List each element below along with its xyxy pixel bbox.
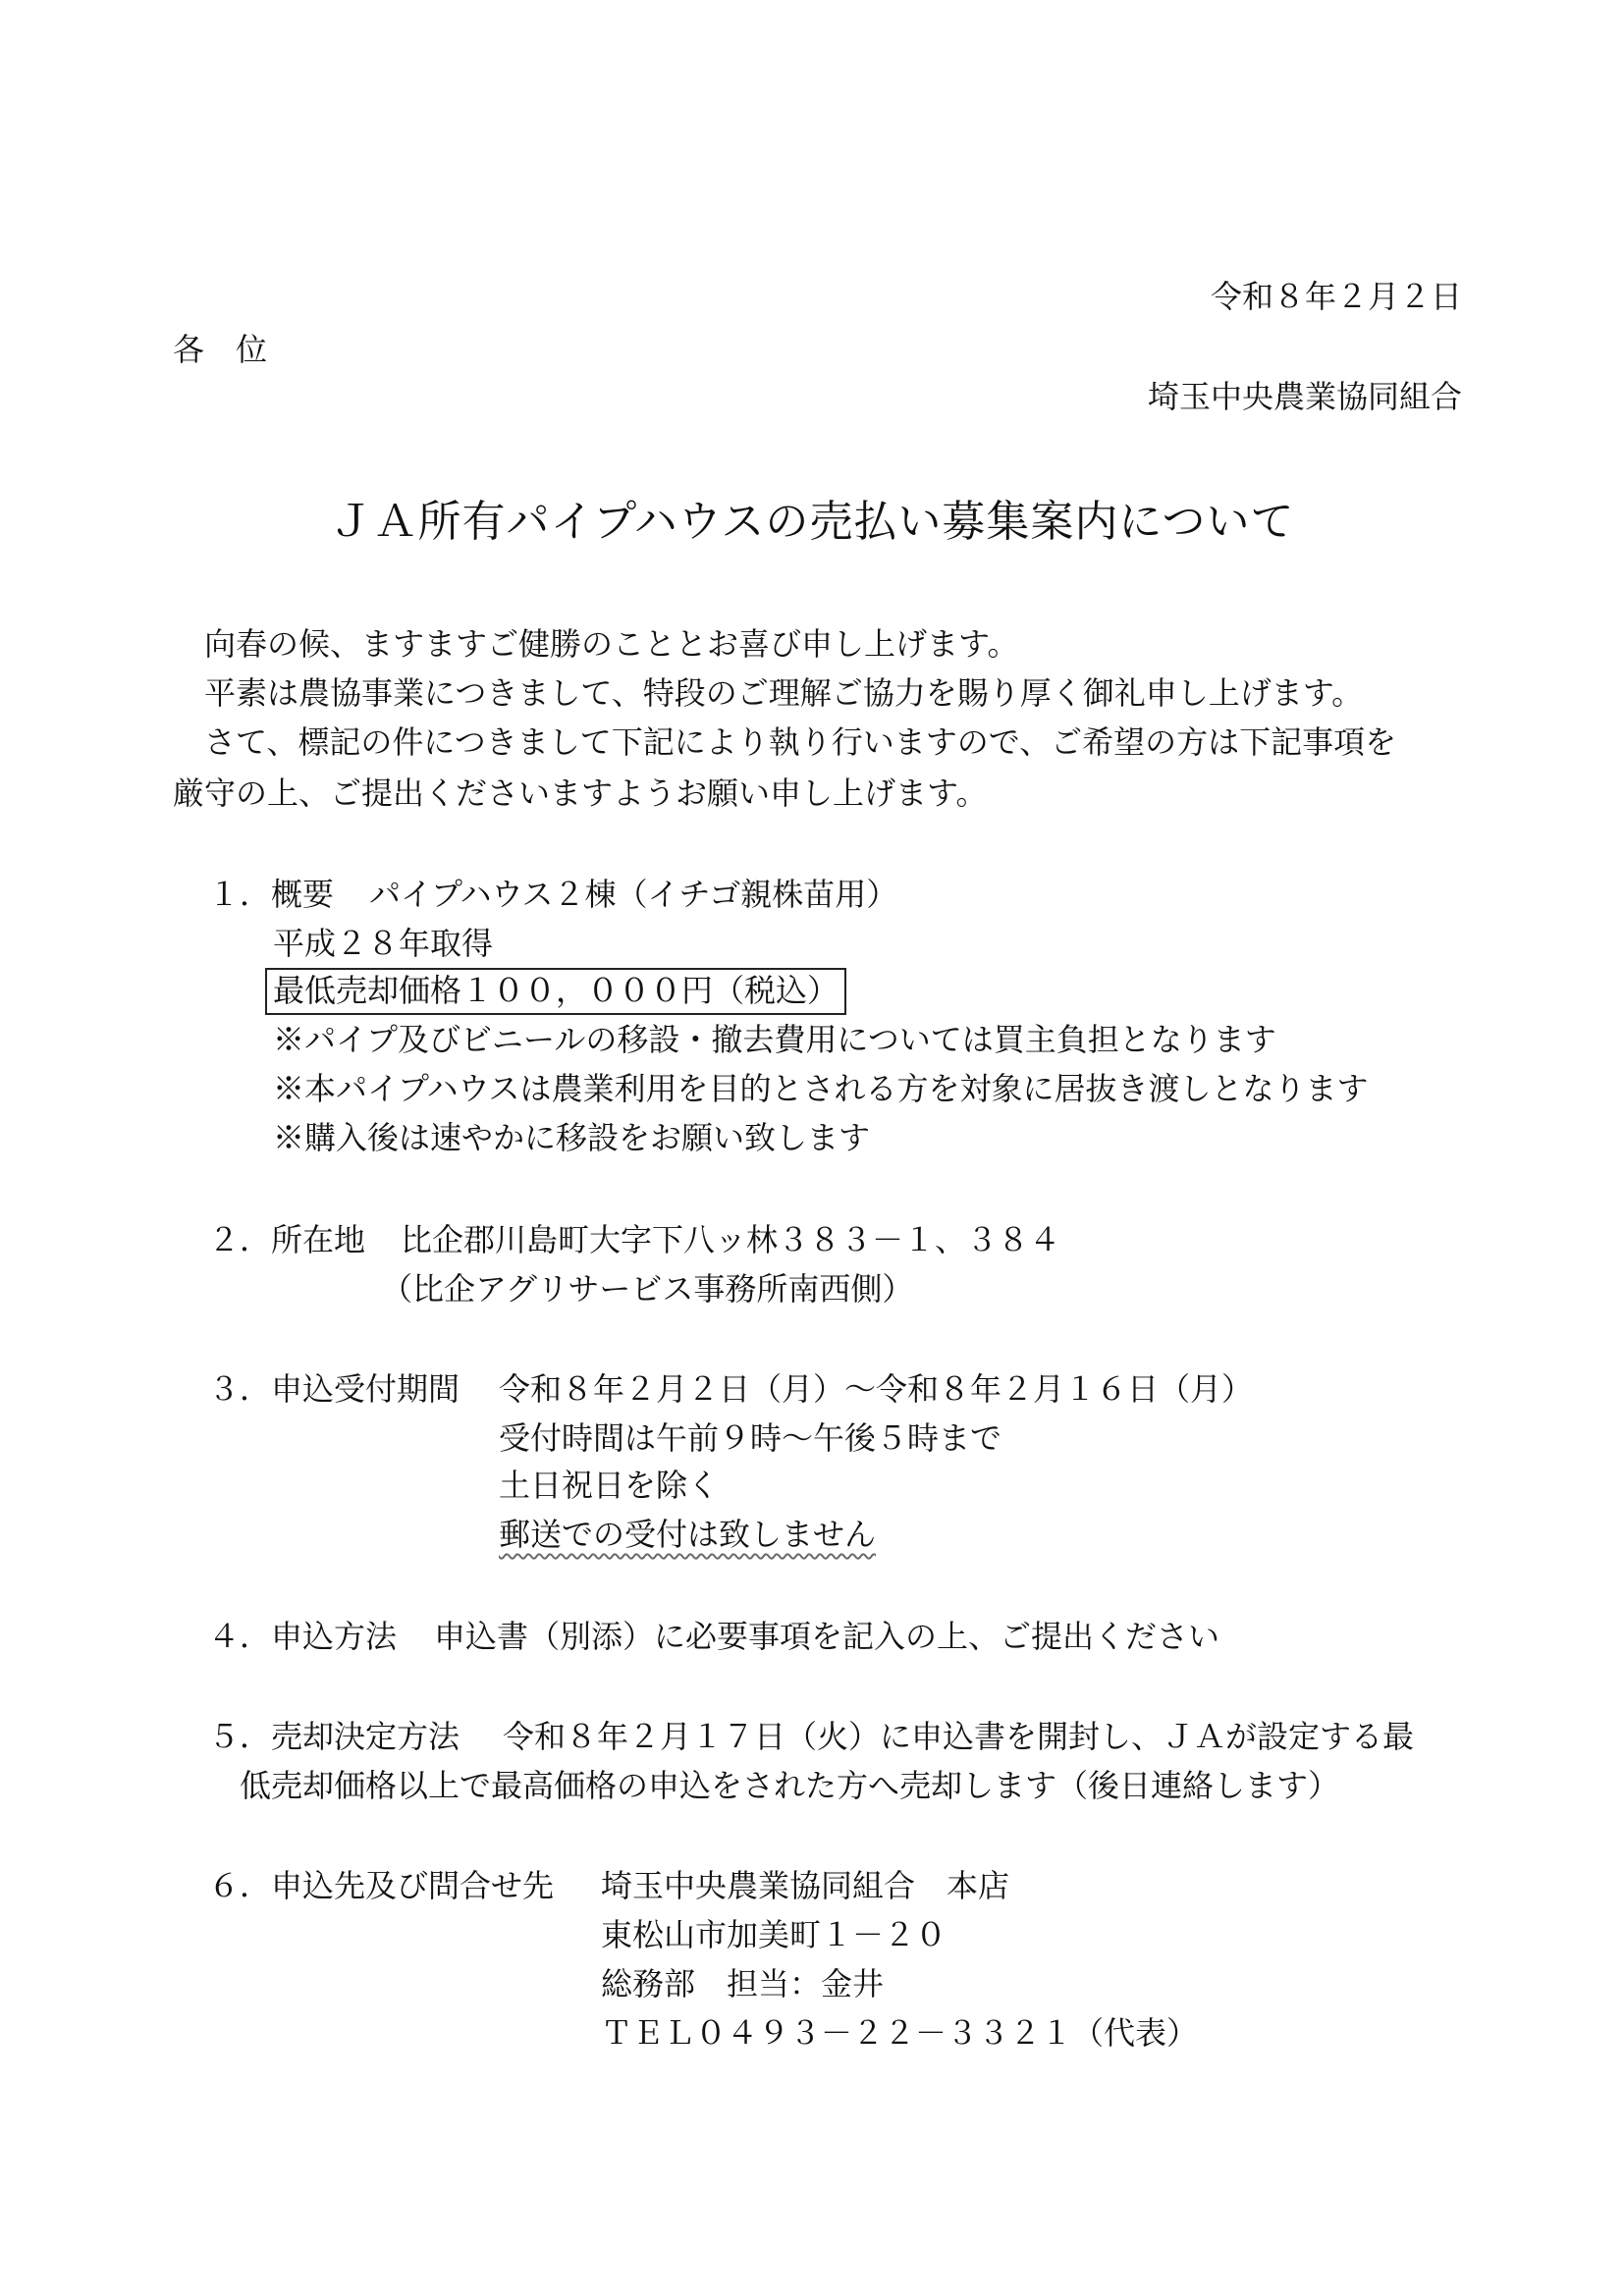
section-label: 申込受付期間	[271, 1370, 460, 1408]
contact-department: 総務部 担当：金井	[601, 1965, 885, 2002]
section-label: 所在地	[271, 1221, 366, 1258]
section-4-heading	[208, 1618, 398, 1655]
section-6-heading	[208, 1867, 555, 1904]
section-1-heading	[208, 876, 335, 913]
section-label: 概要	[271, 876, 335, 913]
sender-organization: 埼玉中央農業協同組合	[1147, 378, 1462, 415]
section-1-note: ※購入後は速やかに移設をお願い致します	[273, 1119, 871, 1156]
minimum-price: 最低売却価格１００，０００円（税込）	[265, 968, 846, 1015]
section-3-line: 令和８年２月２日（月）～令和８年２月１６日（月）	[499, 1370, 1254, 1408]
section-4-line: 申込書（別添）に必要事項を記入の上、ご提出ください	[434, 1618, 1220, 1655]
section-label: 申込先及び問合せ先	[271, 1867, 555, 1904]
section-label: 売却決定方法	[271, 1718, 460, 1755]
intro-line: 厳守の上、ご提出くださいますようお願い申し上げます。	[173, 774, 988, 812]
section-number: １．	[208, 876, 272, 913]
section-2-heading	[208, 1221, 366, 1258]
intro-line: 平素は農協事業につきまして、特段のご理解ご協力を賜り厚く御礼申し上げます。	[204, 674, 1364, 712]
section-1-line: 平成２８年取得	[273, 925, 494, 962]
section-3-line: 土日祝日を除く	[499, 1467, 720, 1504]
intro-line: さて、標記の件につきまして下記により執り行いますので、ご希望の方は下記事項を	[204, 723, 1397, 761]
section-5-line: 令和８年２月１７日（火）に申込書を開封し、ＪＡが設定する最	[503, 1718, 1415, 1755]
section-number: ２．	[208, 1221, 272, 1258]
recipient-label: 各 位	[173, 331, 268, 368]
section-5-heading	[208, 1718, 460, 1755]
section-1-line: パイプハウス２棟（イチゴ親株苗用）	[369, 876, 898, 913]
section-number: ３．	[208, 1370, 272, 1408]
contact-address: 東松山市加美町１－２０	[601, 1916, 947, 1953]
document-date: 令和８年２月２日	[1210, 278, 1462, 315]
section-5-line: 低売却価格以上で最高価格の申込をされた方へ売却します（後日連絡します）	[240, 1767, 1340, 1804]
section-1-note: ※本パイプハウスは農業利用を目的とされる方を対象に居抜き渡しとなります	[273, 1070, 1369, 1107]
section-number: ５．	[208, 1718, 272, 1755]
section-label: 申込方法	[271, 1618, 398, 1655]
section-2-line: （比企アグリサービス事務所南西側）	[381, 1270, 914, 1308]
no-mail-notice: 郵送での受付は致しません	[499, 1516, 877, 1553]
contact-phone: ＴＥＬ０４９３－２２－３３２１（代表）	[601, 2014, 1199, 2052]
contact-organization: 埼玉中央農業協同組合 本店	[601, 1867, 1010, 1904]
intro-line: 向春の候、ますますご健勝のこととお喜び申し上げます。	[204, 625, 1019, 663]
section-number: ６．	[208, 1867, 272, 1904]
section-2-line: 比企郡川島町大字下八ッ林３８３－１、３８４	[401, 1221, 1061, 1258]
document-title: ＪＡ所有パイプハウスの売払い募集案内について	[329, 497, 1295, 547]
section-3-line: 受付時間は午前９時～午後５時まで	[499, 1419, 1002, 1457]
section-number: ４．	[208, 1618, 272, 1655]
minimum-price-box	[273, 972, 846, 1009]
section-3-line	[499, 1516, 877, 1553]
section-1-note: ※パイプ及びビニールの移設・撤去費用については買主負担となります	[273, 1021, 1276, 1058]
section-3-heading	[208, 1370, 460, 1408]
